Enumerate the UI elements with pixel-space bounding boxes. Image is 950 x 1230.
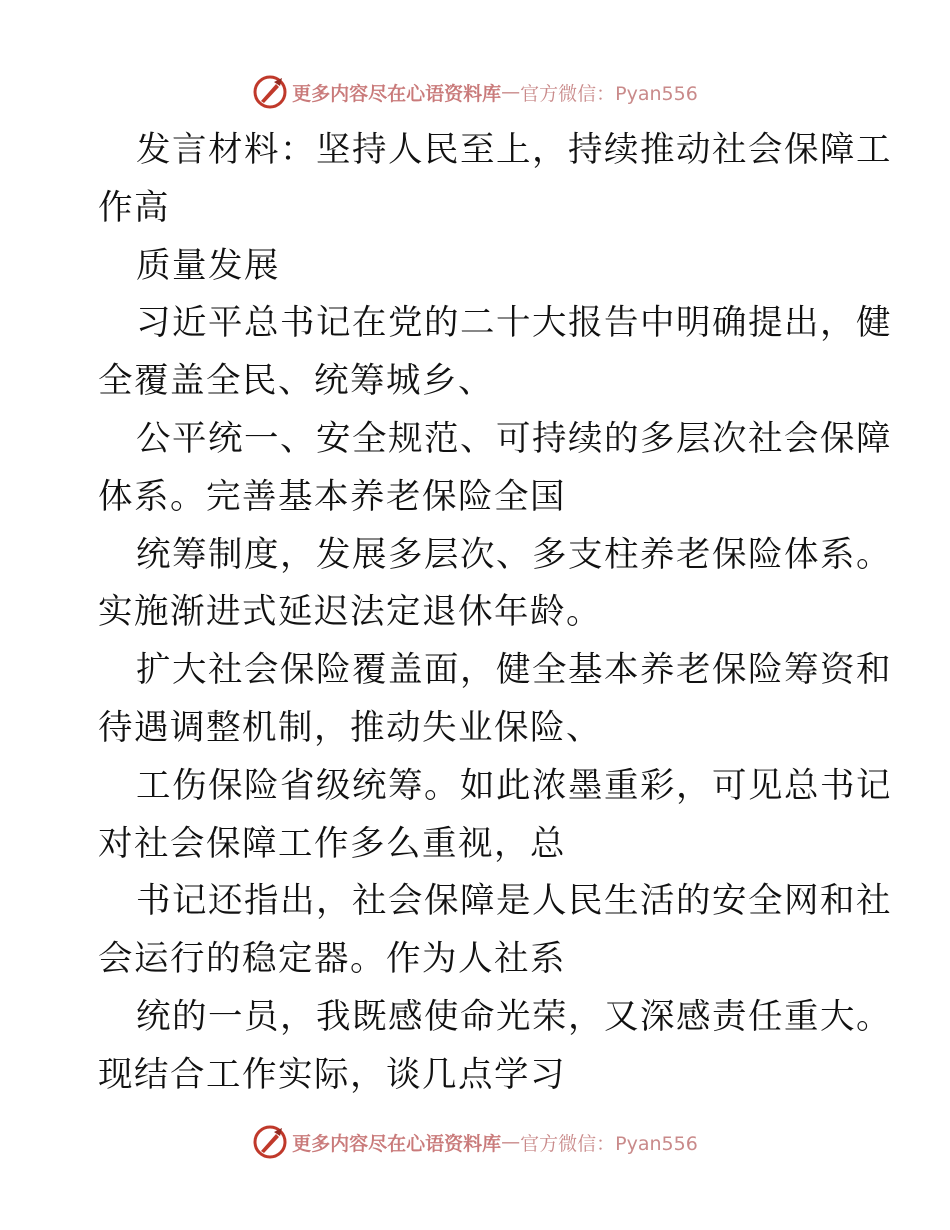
paragraph-line: 统的一员，我既感使命光荣，又深感责任重大。 <box>136 996 892 1037</box>
paragraph <box>98 238 858 296</box>
paragraph-line: 书记还指出，社会保障是人民生活的安全网和社 <box>136 881 892 922</box>
watermark-text: 更多内容尽在心语资料库 <box>292 1132 502 1155</box>
watermark-dash: — <box>501 1131 521 1153</box>
paragraph-line: 统筹制度，发展多层次、多支柱养老保险体系。 <box>136 534 892 575</box>
paragraph-line: 实施渐进式延迟法定退休年龄。 <box>98 592 602 633</box>
paragraph-line: 现结合工作实际，谈几点学习 <box>98 1054 566 1095</box>
watermark-dash: — <box>501 81 521 103</box>
paragraph <box>98 527 892 643</box>
paragraph-line: 体系。完善基本养老保险全国 <box>98 476 566 517</box>
footer-watermark <box>0 1122 950 1162</box>
paragraph-line: 工伤保险省级统筹。如此浓墨重彩，可见总书记 <box>136 765 892 806</box>
paragraph <box>98 873 892 989</box>
watermark-wechat: 官方微信：Pyan556 <box>520 82 698 105</box>
paragraph-line: 质量发展 <box>136 245 280 286</box>
paragraph-line: 对社会保障工作多么重视，总 <box>98 823 566 864</box>
document-body <box>98 122 892 1105</box>
paragraph <box>98 989 892 1105</box>
header-watermark <box>0 72 950 112</box>
paragraph <box>98 411 892 527</box>
paragraph-line: 扩大社会保险覆盖面，健全基本养老保险筹资和 <box>136 650 892 691</box>
paragraph-line: 会运行的稳定器。作为人社系 <box>98 939 566 980</box>
paragraph <box>98 642 892 758</box>
paragraph-line: 公平统一、安全规范、可持续的多层次社会保障 <box>136 418 892 459</box>
quill-logo-icon <box>252 1124 288 1160</box>
paragraph <box>98 758 892 874</box>
paragraph <box>98 122 892 238</box>
paragraph-line: 作高 <box>98 187 170 228</box>
paragraph <box>98 295 892 411</box>
paragraph-line: 待遇调整机制，推动失业保险、 <box>98 707 602 748</box>
paragraph-line: 习近平总书记在党的二十大报告中明确提出，健 <box>136 303 892 344</box>
quill-logo-icon <box>252 74 288 110</box>
watermark-text: 更多内容尽在心语资料库 <box>292 82 502 105</box>
paragraph-line: 发言材料：坚持人民至上，持续推动社会保障工 <box>136 130 892 170</box>
watermark-wechat: 官方微信：Pyan556 <box>520 1132 698 1155</box>
paragraph-line: 全覆盖全民、统筹城乡、 <box>98 361 494 402</box>
